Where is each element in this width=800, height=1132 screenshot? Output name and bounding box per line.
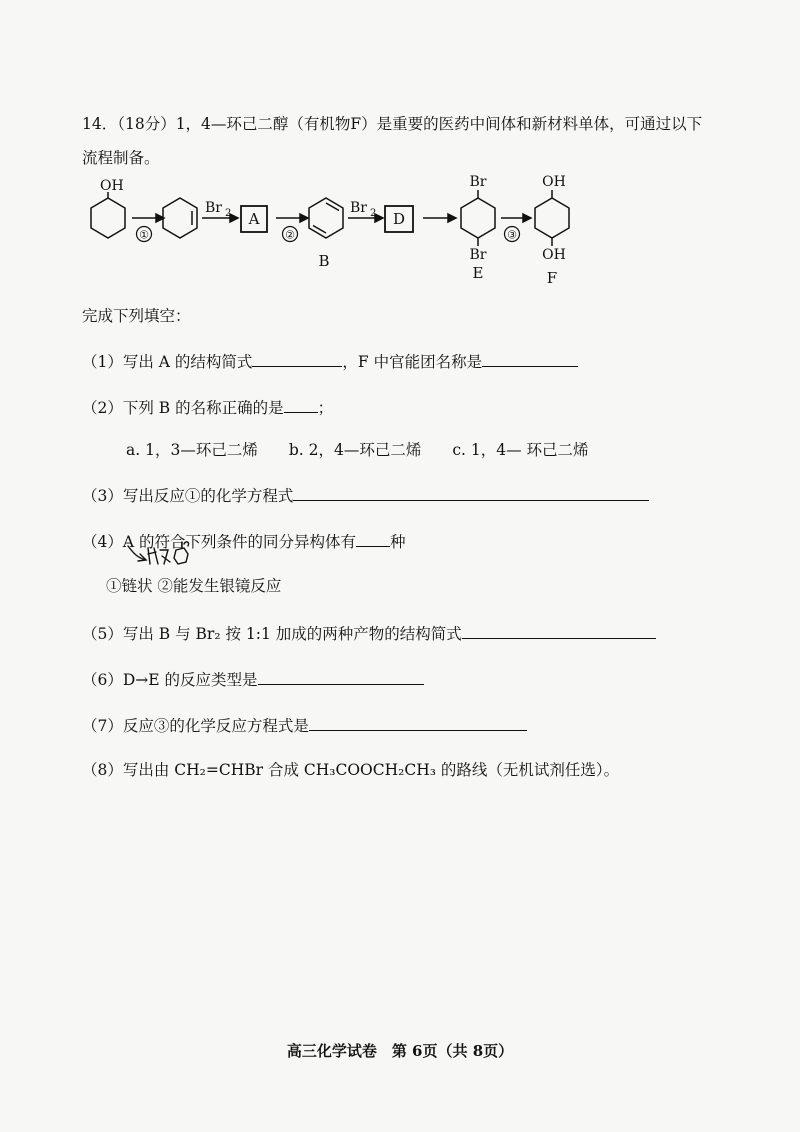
question-7 xyxy=(82,714,527,736)
oh-label-f-top: OH xyxy=(542,174,566,190)
step-3-label: ③ xyxy=(507,228,517,242)
question-5-text: （5）写出 B 与 Br₂ 按 1:1 加成的两种产物的结构简式 xyxy=(82,625,462,643)
compound-f-label: F xyxy=(546,269,558,287)
box-a-label: A xyxy=(248,210,260,228)
question-8: （8）写出由 CH₂=CHBr 合成 CH₃COOCH₂CH₃ 的路线（无机试剂任选）。 xyxy=(82,761,620,779)
reagent-2-subscript: 2 xyxy=(370,208,377,219)
question-2-tail: ； xyxy=(317,399,334,417)
question-3 xyxy=(82,484,649,506)
handwriting-svg xyxy=(124,540,204,568)
cyclohexanediol-ring xyxy=(535,198,569,238)
synthesis-scheme xyxy=(80,172,640,292)
br-label-top: Br xyxy=(469,174,487,190)
answer-blank-4[interactable] xyxy=(356,530,390,547)
answer-blank-1b[interactable] xyxy=(482,350,578,367)
question-2-options: a. 1，3—环己二烯 b. 2，4—环己二烯 c. 1，4— 环己二烯 xyxy=(126,441,589,459)
answer-blank-3[interactable] xyxy=(293,484,649,501)
answer-blank-1a[interactable] xyxy=(252,350,342,367)
question-6-text: （6）D→E 的反应类型是 xyxy=(82,671,258,689)
box-d-label: D xyxy=(392,210,406,228)
question-4-tail: 种 xyxy=(389,533,406,551)
answer-blank-7[interactable] xyxy=(309,714,527,731)
compound-e-label: E xyxy=(472,264,484,282)
question-1 xyxy=(82,350,578,372)
question-3-text: （3）写出反应①的化学方程式 xyxy=(82,487,294,505)
question-header-cont: 流程制备。 xyxy=(82,149,160,167)
handwritten-scribble xyxy=(124,540,204,568)
oh-label-start: OH xyxy=(100,178,124,194)
step-1-label: ① xyxy=(139,228,149,242)
dibromocyclohexane-ring xyxy=(461,198,495,238)
question-6 xyxy=(82,668,424,690)
answer-blank-5[interactable] xyxy=(462,622,656,639)
instructions: 完成下列填空： xyxy=(82,307,191,325)
question-1-text-a: （1）写出 A 的结构简式 xyxy=(82,353,253,371)
cyclohexadiene-ring xyxy=(309,198,343,238)
oh-label-f-bottom: OH xyxy=(542,247,566,263)
question-2 xyxy=(82,396,333,418)
reagent-1-subscript: 2 xyxy=(225,208,232,219)
question-1-text-b: ，F 中官能团名称是 xyxy=(342,353,483,371)
cyclohexanol-ring xyxy=(91,198,125,238)
question-5 xyxy=(82,622,656,644)
br-label-bottom: Br xyxy=(469,247,487,263)
question-4-text: （4）A 的符合下列条件的同分异构体有 xyxy=(82,533,356,551)
answer-blank-2[interactable] xyxy=(284,396,318,413)
page-footer: 高三化学试卷 第 6页（共 8页） xyxy=(286,1042,514,1060)
question-header: 14．（18分）1，4—环己二醇（有机物F）是重要的医药中间体和新材料单体，可通过以下 xyxy=(82,115,703,133)
reagent-2-label: Br xyxy=(350,200,367,216)
question-4-conditions: ①链状 ②能发生银镜反应 xyxy=(106,577,282,595)
step-2-label: ② xyxy=(285,228,295,242)
question-2-text: （2）下列 B 的名称正确的是 xyxy=(82,399,284,417)
reaction-scheme-svg xyxy=(80,172,640,292)
compound-b-label: B xyxy=(318,252,330,270)
question-7-text: （7）反应③的化学反应方程式是 xyxy=(82,717,309,735)
answer-blank-6[interactable] xyxy=(258,668,424,685)
reagent-1-label: Br xyxy=(205,200,222,216)
